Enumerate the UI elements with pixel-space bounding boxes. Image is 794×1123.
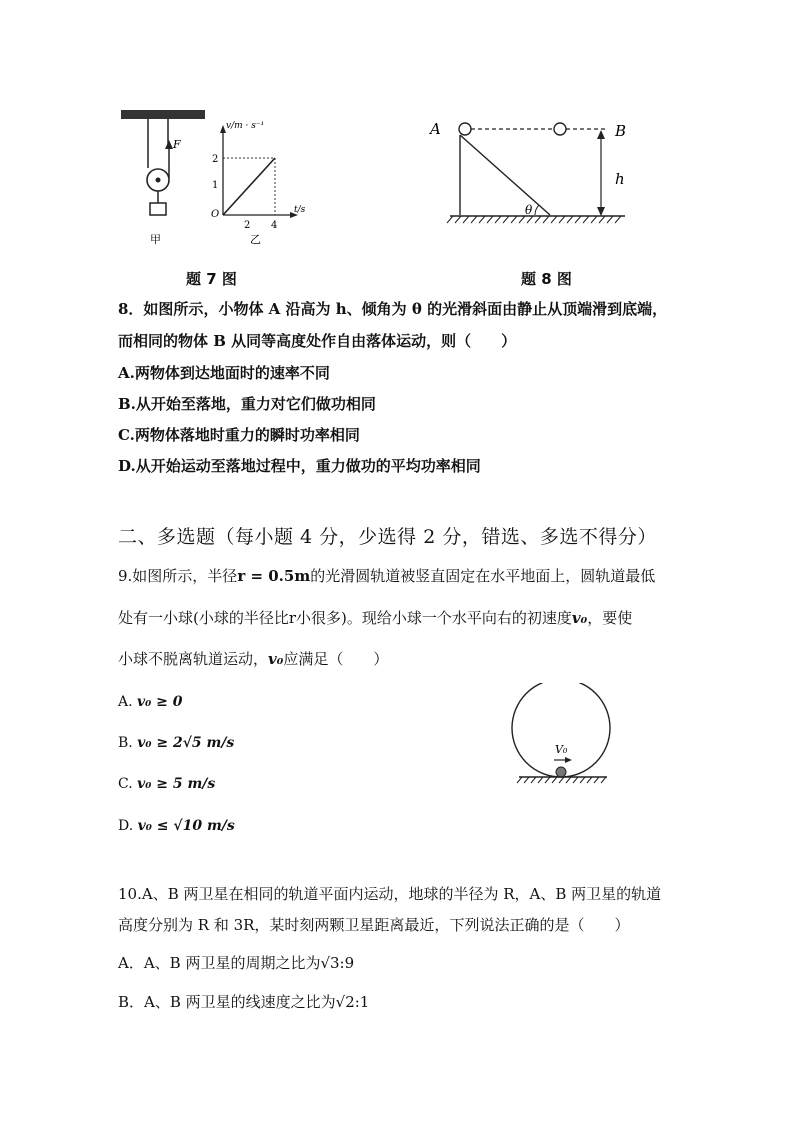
q9-option-b-letter: B. (118, 735, 133, 751)
panel-b-label: 乙 (250, 233, 261, 246)
label-h: h (615, 170, 625, 188)
q9-option-c (118, 774, 215, 794)
figure-7 (110, 100, 320, 260)
q9-option-a-expr: v₀ ≥ 0 (137, 694, 183, 710)
q9-line2-b: ，要使 (587, 609, 633, 627)
q9-line1-b: 的光滑圆轨道被竖直固定在水平地面上，圆轨道最低 (310, 567, 656, 585)
q9-line1-a: 9.如图所示，半径 (118, 567, 238, 585)
q9-line2-a: 处有一小球(小球的半径比r小很多)。现给小球一个水平向右的初速度 (118, 609, 572, 627)
x-axis-label: t/s (294, 205, 306, 215)
label-a: A (430, 120, 441, 138)
q9-line1 (118, 566, 655, 586)
q9-radius: r = 0.5m (237, 567, 311, 585)
q8-stem-line2: 而相同的物体 B 从同等高度处作自由落体运动，则（ ） (118, 332, 517, 350)
q8-option-d: D.从开始运动至落地过程中，重力做功的平均功率相同 (118, 457, 481, 475)
section-2-heading: 二、多选题（每小题 4 分，少选得 2 分，错选、多选不得分） (118, 526, 657, 548)
q9-option-c-letter: C. (118, 776, 133, 792)
hanging-block (150, 203, 166, 215)
q9-line3-b: 应满足（ ） (283, 650, 389, 668)
vt-line (223, 158, 275, 215)
x-tick-4: 4 (271, 220, 278, 231)
q9-line2 (118, 608, 632, 628)
panel-a-label: 甲 (150, 233, 161, 246)
q9-option-d-expr: v₀ ≤ √10 m/s (137, 818, 235, 834)
figure-7-caption: 题 7 图 (186, 270, 237, 288)
q8-option-b: B.从开始至落地，重力对它们做功相同 (118, 395, 376, 413)
label-b: B (615, 122, 627, 140)
figure-8-caption: 题 8 图 (521, 270, 572, 288)
q10-option-b: B．A、B 两卫星的线速度之比为√2:1 (118, 993, 370, 1011)
q9-option-a-letter: A. (118, 694, 133, 710)
q9-option-d (118, 816, 235, 836)
origin-label: O (211, 209, 220, 220)
ball-a (459, 123, 471, 135)
q9-option-d-letter: D. (118, 818, 134, 834)
y-tick-1: 1 (212, 180, 219, 191)
q9-line3 (118, 649, 388, 669)
q9-option-a (118, 692, 183, 712)
q9-option-b-expr: v₀ ≥ 2√5 m/s (137, 735, 235, 751)
q9-line3-a: 小球不脱离轨道运动， (118, 650, 269, 668)
q9-v0: v₀ (571, 609, 588, 627)
y-axis-label: v/m · s⁻¹ (226, 121, 265, 131)
q10-line1: 10.A、B 两卫星在相同的轨道平面内运动，地球的半径为 R，A、B 两卫星的轨道 (118, 885, 662, 903)
ball-b (554, 123, 566, 135)
x-tick-2: 2 (244, 220, 251, 231)
q8-option-c: C.两物体落地时重力的瞬时功率相同 (118, 426, 360, 444)
label-theta: θ (525, 203, 533, 217)
y-tick-2: 2 (212, 154, 219, 165)
q10-option-a: A．A、B 两卫星的周期之比为√3:9 (118, 954, 355, 972)
q8-stem-line1: 8．如图所示，小物体 A 沿高为 h、倾角为 θ 的光滑斜面由静止从顶端滑到底端， (118, 300, 668, 318)
q9-option-c-expr: v₀ ≥ 5 m/s (137, 776, 216, 792)
v0-label: V₀ (555, 743, 568, 756)
vt-graph (211, 121, 306, 231)
small-ball (556, 767, 566, 777)
force-label: F (173, 138, 181, 151)
circular-track (512, 683, 610, 777)
ceiling-bar (121, 110, 205, 119)
q10-line2: 高度分别为 R 和 3R，某时刻两颗卫星距离最近，下列说法正确的是（ ） (118, 916, 630, 934)
q9-v0-2: v₀ (268, 650, 284, 668)
figure-8 (425, 112, 640, 237)
figure-9 (510, 683, 620, 788)
q9-option-b (118, 733, 234, 753)
q8-option-a: A.两物体到达地面时的速率不同 (118, 364, 330, 382)
